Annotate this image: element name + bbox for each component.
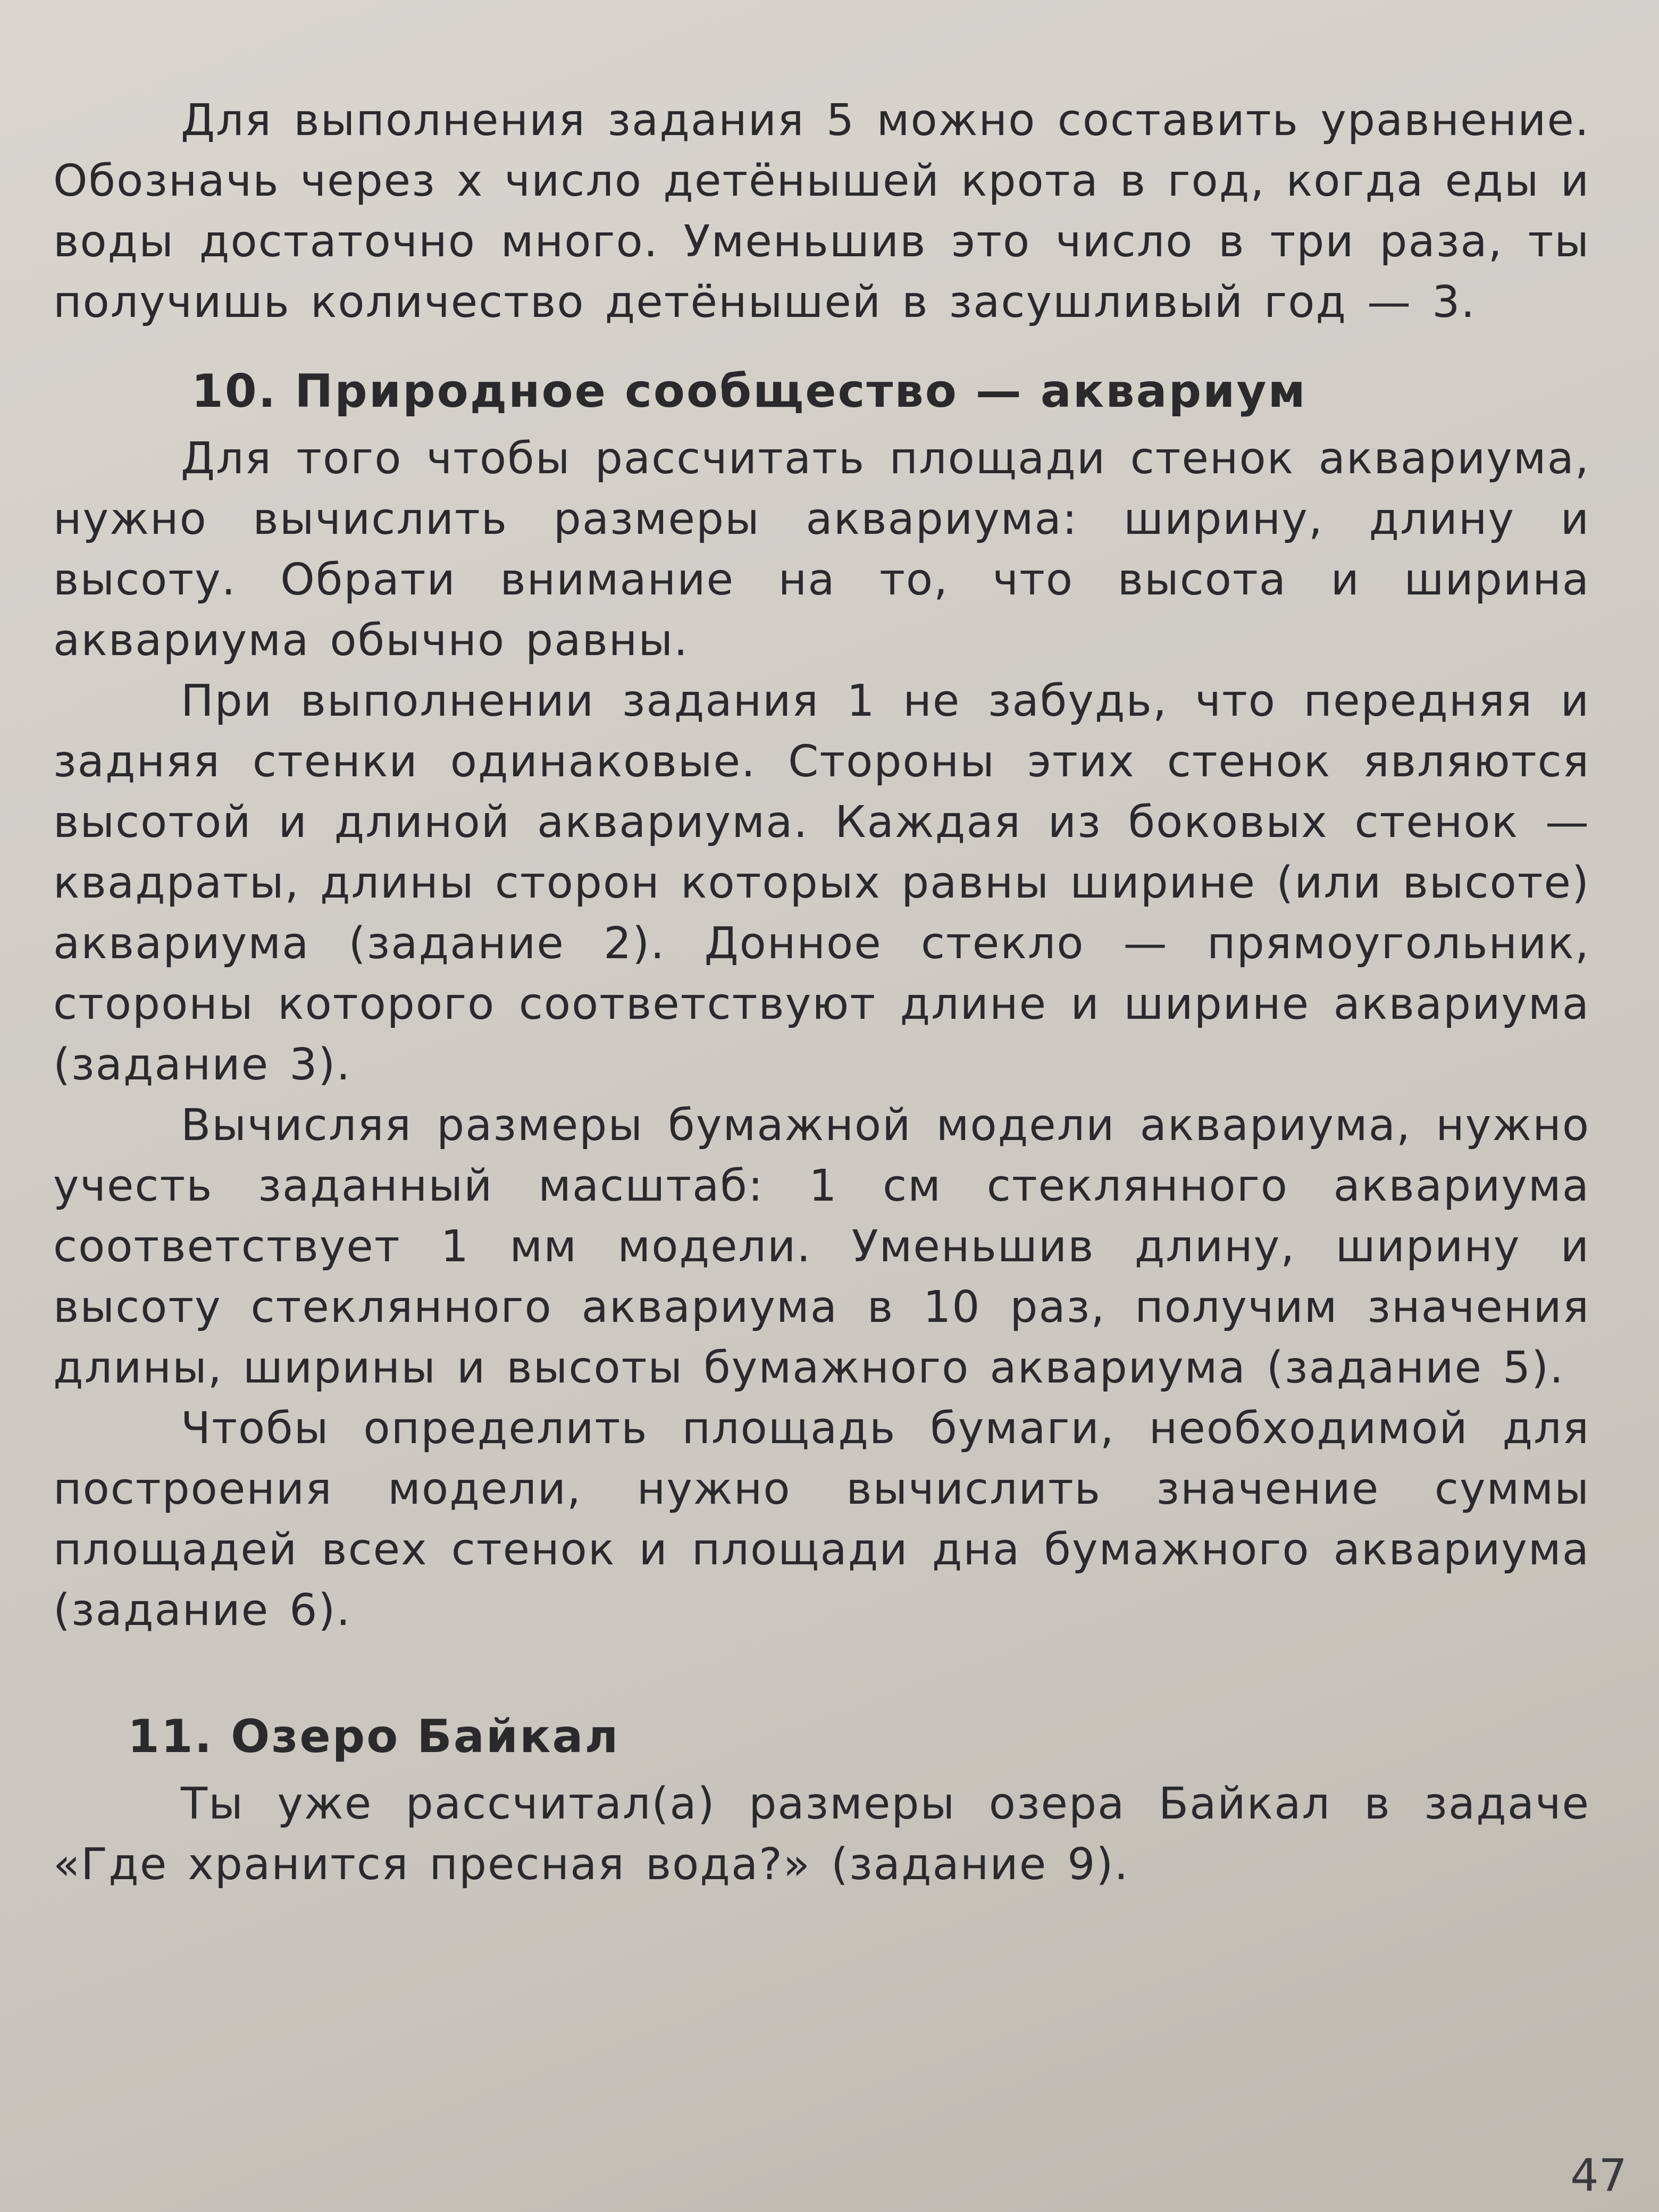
section-10-paragraph-2: При выполнении задания 1 не забудь, что передняя и задняя стенки одинаковые. Стороны этих стенок являются высотой и длиной аквариума. Каждая из боковых стенок — квадраты, длины сторон которых равны ширине (или высоте) аквариума (задание 2). Донное стекло — прямоугольник, стороны которого соответствуют длине и ширине аквариума (задание 3). [53, 676, 1590, 1090]
intro-paragraph: Для выполнения задания 5 можно составить уравнение. Обозначь через x число детёнышей крота в год, когда еды и воды достаточно много. Уменьшив это число в три раза, ты получишь количество детёнышей в засушливый год — 3. [53, 95, 1590, 328]
section-11-paragraph: Ты уже рассчитал(а) размеры озера Байкал в задаче «Где хранится пресная вода?» (задание 9). [53, 1779, 1590, 1890]
section-10-paragraph-4: Чтобы определить площадь бумаги, необходимой для построения модели, нужно вычислить значение суммы площадей всех стенок и площади дна бумажного аквариума (задание 6). [53, 1403, 1590, 1636]
page-number: 47 [1570, 2149, 1627, 2201]
section-10-heading: 10. Природное сообщество — аквариум [191, 365, 1307, 418]
section-11-heading: 11. Озеро Байкал [128, 1710, 620, 1763]
section-10-paragraph-3: Вычисляя размеры бумажной модели аквариума, нужно учесть заданный масштаб: 1 см стеклянного аквариума соответствует 1 мм модели. Уменьшив длину, ширину и высоту стеклянного аквариума в 10 раз, получим значения длины, ширины и высоты бумажного аквариума (задание 5). [53, 1100, 1590, 1393]
section-10-paragraph-1: Для того чтобы рассчитать площади стенок аквариума, нужно вычислить размеры аквариума: ширину, длину и высоту. Обрати внимание на то, что высота и ширина аквариума обычно равны. [53, 433, 1590, 666]
